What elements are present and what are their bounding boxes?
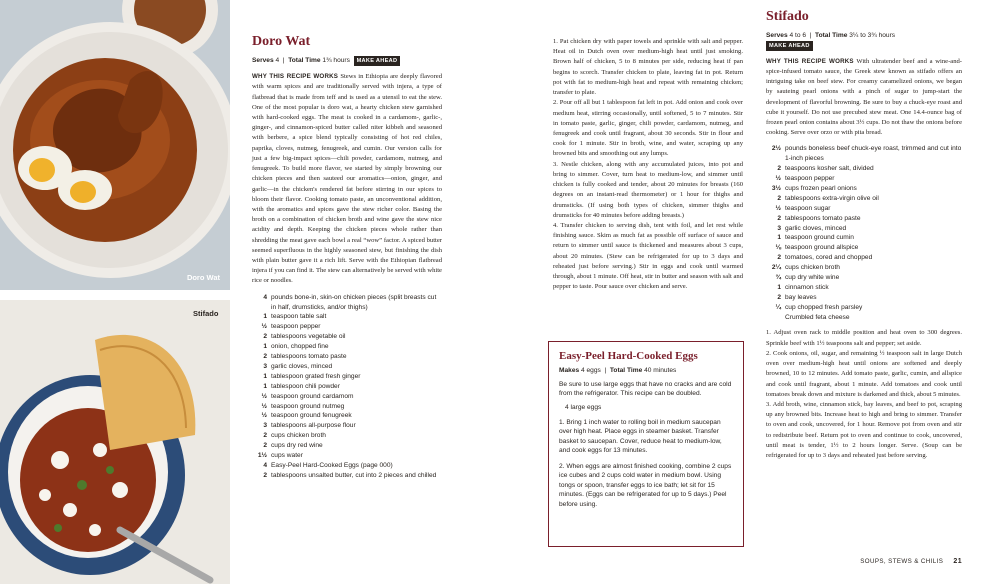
ingredient-text: pounds boneless beef chuck-eye roast, trimmed and cut into 1-inch pieces [785,145,962,163]
ingredient-text: Easy-Peel Hard-Cooked Eggs (page 000) [271,461,393,469]
ingredient-item [766,214,962,224]
ingredient-text: teaspoon ground cardamom [271,392,354,400]
ingredient-item [252,411,442,421]
easy-peel-time-value: 40 minutes [644,367,677,374]
ingredient-item [766,313,962,323]
ingredient-qty: ½ [261,412,267,420]
ingredient-item [766,174,962,184]
stifado-why-text: With ultratender beef and a wine-and-spice-infused tomato sauce, the Greek stew known as stifado offers an intriguing take on beef stew. For creamy caramelized onions, we began by sauteing pearl onions with a pinch of sugar to jump-start the development of flavorful browning. Be sure to buy a chuck-eye roast and cube it yourself. Do not use precubed stew meat. One 14.4-ounce bag of frozen pearl onion contains about 3½ cups. Do not thaw the onions before cooking. Serve over orzo or with pita bread. [766,57,962,137]
ingredient-text: Crumbled feta cheese [785,313,850,321]
ingredient-item [252,471,442,481]
stifado-illustration [0,300,230,584]
ingredient-item [252,392,442,402]
ingredient-text: onion, chopped fine [271,343,329,351]
ingredient-text: cup chopped fresh parsley [785,303,863,311]
ingredient-item [766,303,962,313]
ingredient-item [766,263,962,273]
ingredient-qty: 4 [263,461,267,469]
ingredient-item [252,332,442,342]
ingredient-text: teaspoon ground cumin [785,234,854,242]
ingredient-qty: 2 [777,214,781,222]
ingredient-item [252,322,442,332]
ingredient-text: teaspoon ground fenugreek [271,412,352,420]
ingredient-text: tablespoon chili powder [271,382,340,390]
method-step: 3. Nestle chicken, along with any accumulated juices, into pot and bring to simmer. Cover, turn heat to medium-low, and simmer until chicken is fully cooked and tender, about 20 minutes for breasts (160 degrees on an instant-read thermometer) or 1 hour for thighs and drumsticks. (If using both types of chicken, simmer thighs and drumsticks for 40 minutes before adding breasts.) [553,160,743,219]
ingredient-qty: 2 [263,442,267,450]
method-step: 3. Add broth, wine, cinnamon stick, bay leaves, and beef to pot, scraping up any browned bits. Increase heat to high and bring to simmer. Transfer to oven and cook, uncovered, for 1 hour. Remove pot from oven and stir to redistribute beef. Return pot to oven and continue to cook, uncovered, until meat is tender, 1½ to 2 hours longer. Serve. (Soup can be refrigerated for up to 3 days and reheated just before serving. [766,400,962,460]
ingredient-item [252,402,442,412]
stifado-why [766,57,962,139]
section-name: SOUPS, STEWS & CHILIS [860,558,944,565]
easy-peel-ingredient: 4 large eggs [565,403,602,411]
ingredient-qty: ½ [261,402,267,410]
stifado-why-lead: WHY THIS RECIPE WORKS [766,57,854,65]
serves-value: 4 [275,57,280,64]
ingredient-qty: 2 [777,293,781,301]
ingredient-qty: 2 [777,254,781,262]
ingredient-text: tablespoons extra-virgin olive oil [785,194,879,202]
stifado-meta: Serves 4 to 6 | Total Time 3¼ to 3¾ hours MAKE AHEAD [766,31,962,51]
ingredient-qty: ½ [775,204,781,212]
ingredient-text: cinnamon stick [785,283,829,291]
stifado-photo [0,300,230,584]
why-text: Stews in Ethiopia are deeply flavored with warm spices and are traditionally served with injera, a type of flatbread that is made from teff and is used as a utensil to eat the stew. One of the most popular is doro wat, a hearty chicken stew garnished with hard-cooked eggs. The meat is cooked in a cardamom-, garlic-, ginger-, and cinnamon-spiced butter called niter kibbeh and seasoned with berbere, a spice blend typically consisting of hot red chiles, paprika, cloves, nutmeg, fenugreek, and cumin. Our version calls for just a few big-impact spices—chili powder, cardamom, nutmeg, and fenugreek. To build more flavor, we started by simply browning our chicken pieces and then sauteed our aromatics—onion, ginger, and garlic—in the chicken's rendered fat before stirring in our spices to bloom their flavor. Cooking tomato paste, an unconventional addition, with the aromatics and spices gave the stew richer color. Basing the broth on a combination of chicken broth and wine gave the stew nice acidity and depth. Keeping the chicken pieces whole rather than shredding the meat gave each bowl a real “wow” factor. A spiced butter seemed superfluous in the highly seasoned stew, but finishing the dish with plain butter gave it a rich lift. Serve with the Ethiopian flatbread injera if you can find it. The stew can alternatively be served with white rice or noodles. [252,73,443,285]
stifado-title: Stifado [766,9,809,24]
ingredient-item [766,243,962,253]
ingredient-item [766,194,962,204]
ingredient-text: cups frozen pearl onions [785,184,857,192]
ingredient-qty: ⅛ [775,244,781,252]
stifado-make-ahead-badge: MAKE AHEAD [766,41,813,51]
method-step: 2. Pour off all but 1 tablespoon fat left in pot. Add onion and cook over medium heat, stirring occasionally, until softened, 5 to 7 minutes. Stir in tomato paste, garlic, ginger, chili powder, cardamom, nutmeg, and fenugreek and cook until fragrant, about 30 seconds. Stir in flour and cook for 1 minute. Stir in broth, wine, and water, scraping up any browned bits and smoothing out any lumps. [553,99,743,158]
ingredient-item [252,352,442,362]
ingredient-qty [766,313,785,323]
easy-peel-meta: Makes 4 eggs | Total Time 40 minutes [559,367,677,374]
stifado-time-value: 3¼ to 3¾ hours [849,32,896,39]
stifado-serves-value: 4 to 6 [789,32,806,39]
doro-wat-ingredients [252,293,442,481]
stifado-photo-caption: Stifado [193,309,219,318]
ingredient-text: tablespoons vegetable oil [271,333,346,341]
ingredient-text: cup dry white wine [785,273,840,281]
ingredient-qty: 1 [777,283,781,291]
doro-wat-photo-caption: Doro Wat [186,273,220,282]
ingredient-text: cups chicken broth [785,264,840,272]
ingredient-item [766,224,962,234]
ingredient-item [252,441,442,451]
ingredient-qty: 4 [263,293,267,301]
ingredient-qty: 3 [777,224,781,232]
ingredient-text: garlic cloves, minced [271,362,333,370]
stifado-serves-label: Serves [766,32,788,39]
easy-peel-step-1: 1. Bring 1 inch water to rolling boil in medium saucepan over high heat. Place eggs in steamer basket. Transfer basket to saucepan. Cover, reduce heat to medium-low, and cook eggs for 13 minutes. [559,418,722,455]
ingredient-text: bay leaves [785,293,817,301]
ingredient-qty: 2 [263,471,267,479]
make-ahead-badge: MAKE AHEAD [354,56,401,66]
ingredient-text: teaspoon table salt [271,313,327,321]
ingredient-text: cups chicken broth [271,432,326,440]
easy-peel-step-2: 2. When eggs are almost finished cooking, combine 2 cups ice cubes and 2 cups cold water in medium bowl. Using tongs or spoon, transfer eggs to ice bath; let sit for 15 minutes. (Eggs can be refrigerated for up to 5 days.) Peel before using. [559,462,732,509]
method-step: 2. Cook onions, oil, sugar, and remaining ½ teaspoon salt in large Dutch oven over medium-high heat until onions are softened and deeply browned, 10 to 12 minutes. Add tomato paste, garlic, cumin, and allspice and cook until fragrant, about 1 minute. Add tomatoes and cook until tomatoes break down and mixture is darkened and thick, about 5 minutes. [766,349,962,398]
easy-peel-eggs-sidebar [548,341,744,547]
ingredient-qty: 1 [777,234,781,242]
serves-label: Serves [252,57,274,64]
ingredient-text: teaspoon pepper [271,323,321,331]
ingredient-qty: 2 [777,165,781,173]
ingredient-qty: 2½ [771,145,781,153]
ingredient-item [252,342,442,352]
ingredient-text: pounds bone-in, skin-on chicken pieces (split breasts cut in half, drumsticks, and/or thighs) [271,293,437,311]
doro-wat-why [252,72,442,287]
ingredient-qty: 2¼ [771,264,781,272]
ingredient-item [766,253,962,263]
doro-wat-title: Doro Wat [252,34,311,49]
ingredient-qty: ½ [775,175,781,183]
makes-value: 4 eggs [581,367,601,374]
ingredient-qty: 2 [263,353,267,361]
ingredient-text: tablespoon grated fresh ginger [271,372,361,380]
makes-label: Makes [559,367,580,374]
doro-wat-photo [0,0,230,290]
ingredient-qty: 1 [263,372,267,380]
ingredient-text: teaspoon ground allspice [785,244,859,252]
doro-wat-illustration [0,0,230,290]
ingredient-item [766,273,962,283]
ingredient-qty: 2 [777,194,781,202]
ingredient-item [252,293,442,313]
ingredient-item [766,164,962,174]
ingredient-item [766,233,962,243]
total-time-label: Total Time [288,57,321,64]
ingredient-item [252,421,442,431]
method-step: 4. Transfer chicken to serving dish, tent with foil, and let rest while finishing sauce. Skim as much fat as possible off surface of sauce and return to simmer until sauce is thickened and measures about 3 cups, about 20 minutes. (Stew can be refrigerated for up to 3 days and reheated just before serving.) Stir in eggs and cook until warmed through, about 1 minute. Off heat, stir in butter and season with salt and pepper to taste. Pour sauce over chicken and serve. [553,221,743,291]
ingredient-text: cups water [271,451,303,459]
doro-wat-steps [553,37,743,292]
easy-peel-time-label: Total Time [609,367,643,374]
ingredient-item [766,204,962,214]
page-footer [860,558,962,565]
ingredient-item [252,431,442,441]
page-number: 21 [953,558,962,565]
stifado-column [766,9,962,461]
method-step: 1. Adjust oven rack to middle position and heat oven to 300 degrees. Sprinkle beef with 1½ teaspoons salt and pepper; set aside. [766,329,962,347]
ingredient-item [252,312,442,322]
easy-peel-intro: Be sure to use large eggs that have no cracks and are cold from the refrigerator. This recipe can be doubled. [559,380,732,398]
stifado-time-label: Total Time [815,32,848,39]
ingredient-item [252,382,442,392]
ingredient-text: teaspoon ground nutmeg [271,402,345,410]
method-step: 1. Pat chicken dry with paper towels and sprinkle with salt and pepper. Heat oil in Dutch oven over medium-high heat until just smoking. Brown half of chicken, 5 to 8 minutes per side, reducing heat if pan begins to scorch. Transfer chicken to plate, leaving fat in pot. Return pot with fat to medium-high heat and repeat with remaining chicken; transfer to plate. [553,38,743,97]
ingredient-text: tablespoons tomato paste [785,214,861,222]
ingredient-text: tablespoons tomato paste [271,353,347,361]
ingredient-text: cups dry red wine [271,442,323,450]
ingredient-qty: 3 [263,362,267,370]
ingredient-item [252,461,442,471]
ingredient-item [766,283,962,293]
ingredient-text: teaspoon sugar [785,204,831,212]
ingredient-qty: ½ [261,392,267,400]
ingredient-qty: 3½ [771,184,781,192]
ingredient-qty: 3 [263,422,267,430]
ingredient-item [766,293,962,303]
easy-peel-title: Easy-Peel Hard-Cooked Eggs [559,350,698,362]
ingredient-text: teaspoons kosher salt, divided [785,165,874,173]
ingredient-text: garlic cloves, minced [785,224,847,232]
ingredient-qty: 1 [263,382,267,390]
ingredient-qty: 1 [263,313,267,321]
ingredient-qty: 2 [263,333,267,341]
ingredient-item [252,372,442,382]
doro-wat-meta: Serves 4 | Total Time 1¾ hours MAKE AHEAD [252,56,442,66]
ingredient-qty: ¼ [775,303,781,311]
total-time-value: 1¾ hours [322,57,350,64]
doro-wat-steps-column [553,37,743,292]
ingredient-qty: 2 [263,432,267,440]
ingredient-text: tablespoons all-purpose flour [271,422,356,430]
ingredient-text: tablespoons unsalted butter, cut into 2 pieces and chilled [271,471,437,479]
ingredient-item [766,144,962,164]
stifado-ingredients [766,144,962,322]
why-lead: WHY THIS RECIPE WORKS [252,73,339,81]
ingredient-qty: 1½ [257,451,267,459]
doro-wat-column [252,34,442,487]
ingredient-text: teaspoon pepper [785,175,835,183]
ingredient-qty: ¾ [775,273,781,281]
ingredient-item [252,362,442,372]
stifado-steps [766,328,962,461]
ingredient-item [766,184,962,194]
ingredient-text: tomatoes, cored and chopped [785,254,873,262]
ingredient-qty: 1 [263,343,267,351]
ingredient-qty: ½ [261,323,267,331]
ingredient-item [252,451,442,461]
